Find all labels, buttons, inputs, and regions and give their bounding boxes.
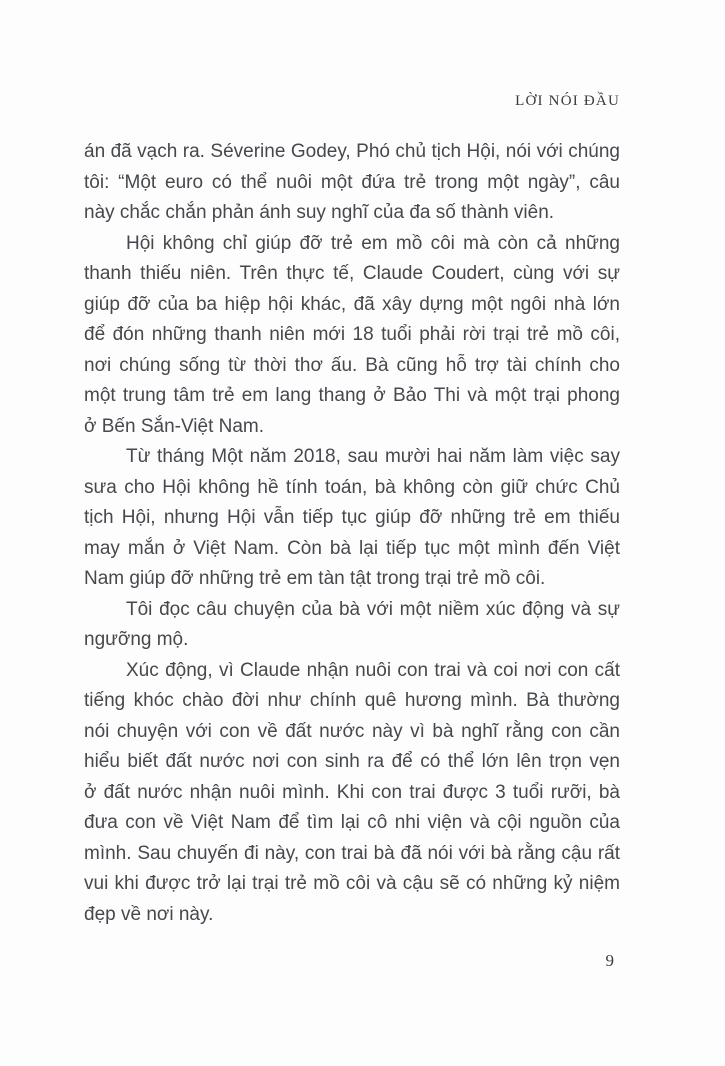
text-line: án đã vạch ra. Séverine Godey, Phó chủ tịch Hội, nói với chúng — [84, 141, 620, 162]
text-line: ở đất nước nhận nuôi mình. Khi con trai được 3 tuổi rưỡi, bà — [84, 781, 620, 803]
paragraph — [84, 137, 620, 229]
text-line: Hội không chỉ giúp đỡ trẻ em mồ côi mà còn cả những — [126, 232, 620, 254]
text-line: nói chuyện với con về đất nước này vì bà nghĩ rằng con cần — [84, 720, 620, 742]
body-text — [84, 137, 620, 930]
text-line: ngưỡng mộ. — [84, 629, 189, 650]
text-line: một trung tâm trẻ em lang thang ở Bảo Thi và một trại phong — [84, 385, 620, 406]
text-line: Từ tháng Một năm 2018, sau mười hai năm làm việc say — [126, 446, 620, 467]
paragraph — [84, 656, 620, 931]
text-line: này chắc chắn phản ánh suy nghĩ của đa số thành viên. — [84, 202, 555, 223]
text-line: mình. Sau chuyến đi này, con trai bà đã nói với bà rằng cậu rất — [84, 842, 620, 864]
text-line: Tôi đọc câu chuyện của bà với một niềm xúc động và sự — [126, 598, 620, 620]
text-line: ở Bến Sắn-Việt Nam. — [84, 415, 265, 437]
text-line: đưa con về Việt Nam để tìm lại cô nhi viện và cội nguồn của — [84, 812, 620, 833]
text-line: vui khi được trở lại trại trẻ mồ côi và cậu sẽ có những kỷ niệm — [84, 873, 620, 894]
text-line: thanh thiếu niên. Trên thực tế, Claude Coudert, cùng với sự — [84, 263, 620, 284]
text-line: giúp đỡ của ba hiệp hội khác, đã xây dựng một ngôi nhà lớn — [84, 293, 620, 315]
text-line: tiếng khóc chào đời như chính quê hương mình. Bà thường — [84, 690, 620, 711]
text-line: Xúc động, vì Claude nhận nuôi con trai và coi nơi con cất — [126, 659, 620, 681]
text-line: để đón những thanh niên mới 18 tuổi phải rời trại trẻ mồ côi, — [84, 324, 620, 345]
text-line: tịch Hội, nhưng Hội vẫn tiếp tục giúp đỡ những trẻ em thiếu — [84, 507, 620, 528]
paragraph — [84, 229, 620, 443]
text-line: Nam giúp đỡ những trẻ em tàn tật trong trại trẻ mồ côi. — [84, 568, 546, 589]
text-line: sưa cho Hội không hề tính toán, bà không còn giữ chức Chủ — [84, 476, 620, 498]
paragraph — [84, 595, 620, 656]
text-line: hiểu biết đất nước nơi con sinh ra để có thể lớn lên trọn vẹn — [84, 751, 620, 772]
running-header: LỜI NÓI ĐẦU — [515, 93, 620, 109]
text-line: nơi chúng sống từ thời thơ ấu. Bà cũng hỗ trợ tài chính cho — [84, 354, 620, 376]
page-number: 9 — [605, 951, 614, 970]
paragraph — [84, 442, 620, 595]
text-line: may mắn ở Việt Nam. Còn bà lại tiếp tục một mình đến Việt — [84, 537, 620, 559]
text-line: đẹp về nơi này. — [84, 903, 214, 925]
text-line: tôi: “Một euro có thể nuôi một đứa trẻ trong một ngày”, câu — [84, 171, 620, 193]
